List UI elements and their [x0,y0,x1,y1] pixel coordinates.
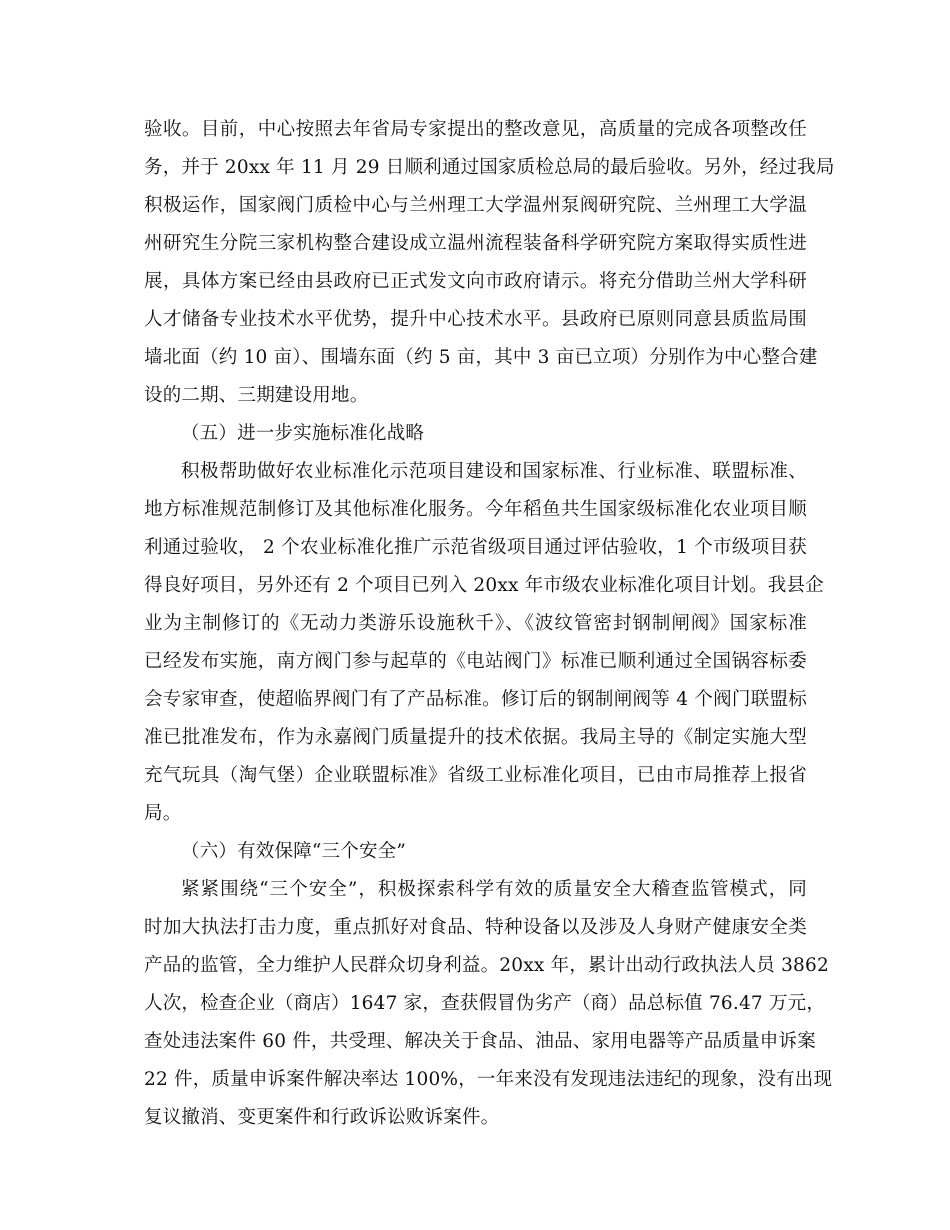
text-line: 验收。目前，中心按照去年省局专家提出的整改意见，高质量的完成各项整改任 [144,119,807,140]
section-heading: （六）有效保障“三个安全” [181,841,407,862]
text-line: 利通过验收， 2 个农业标准化推广示范省级项目通过评估验收，1 个市级项目获 [144,537,807,558]
text-line: 州研究生分院三家机构整合建设成立温州流程装备科学研究院方案取得实质性进 [144,233,807,254]
text-line: 业为主制修订的《无动力类游乐设施秋千》、《波纹管密封钢制闸阀》国家标准 [144,613,807,634]
text-line: 务，并于 20xx 年 11 月 29 日顺利通过国家质检总局的最后验收。另外，经过我局 [144,157,835,178]
text-line: 得良好项目，另外还有 2 个项目已列入 20xx 年市级农业标准化项目计划。我县企 [144,575,824,596]
text-line: 充气玩具（淘气堡）企业联盟标准》省级工业标准化项目，已由市局推荐上报省 [144,765,807,786]
text-line: 展，具体方案已经由县政府已正式发文向市政府请示。将充分借助兰州大学科研 [144,271,807,292]
text-line: 局。 [144,803,182,824]
text-line: 积极帮助做好农业标准化示范项目建设和国家标准、行业标准、联盟标准、 [181,461,807,482]
text-line: 查处违法案件 60 件，共受理、解决关于食品、油品、家用电器等产品质量申诉案 [144,1031,816,1052]
section-heading: （五）进一步实施标准化战略 [181,423,425,444]
text-line: 产品的监管，全力维护人民群众切身利益。20xx 年，累计出动行政执法人员 3862 [144,955,829,976]
text-line: 已经发布实施，南方阀门参与起草的《电站阀门》标准已顺利通过全国锅容标委 [144,651,807,672]
text-line: 设的二期、三期建设用地。 [144,385,369,406]
text-line: 人次，检查企业（商店）1647 家，查获假冒伪劣产（商）品总标值 76.47 万元， [144,993,826,1014]
text-line: 准已批准发布，作为永嘉阀门质量提升的技术依据。我局主导的《制定实施大型 [144,727,807,748]
text-line: 积极运作，国家阀门质检中心与兰州理工大学温州泵阀研究院、兰州理工大学温 [144,195,807,216]
text-line: 地方标准规范制修订及其他标准化服务。今年稻鱼共生国家级标准化农业项目顺 [144,499,807,520]
text-line: 墙北面（约 10 亩）、围墙东面（约 5 亩，其中 3 亩已立项）分别作为中心整合建 [144,347,818,368]
text-line: 22 件，质量申诉案件解决率达 100%，一年来没有发现违法违纪的现象，没有出现 [144,1069,833,1090]
text-line: 会专家审查，使超临界阀门有了产品标准。修订后的钢制闸阀等 4 个阀门联盟标 [144,689,807,710]
text-line: 时加大执法打击力度，重点抓好对食品、特种设备以及涉及人身财产健康安全类 [144,917,807,938]
text-line: 紧紧围绕“三个安全”，积极探索科学有效的质量安全大稽查监管模式，同 [181,879,807,900]
text-line: 复议撤消、变更案件和行政诉讼败诉案件。 [144,1107,500,1128]
text-line: 人才储备专业技术水平优势，提升中心技术水平。县政府已原则同意县质监局围 [144,309,807,330]
